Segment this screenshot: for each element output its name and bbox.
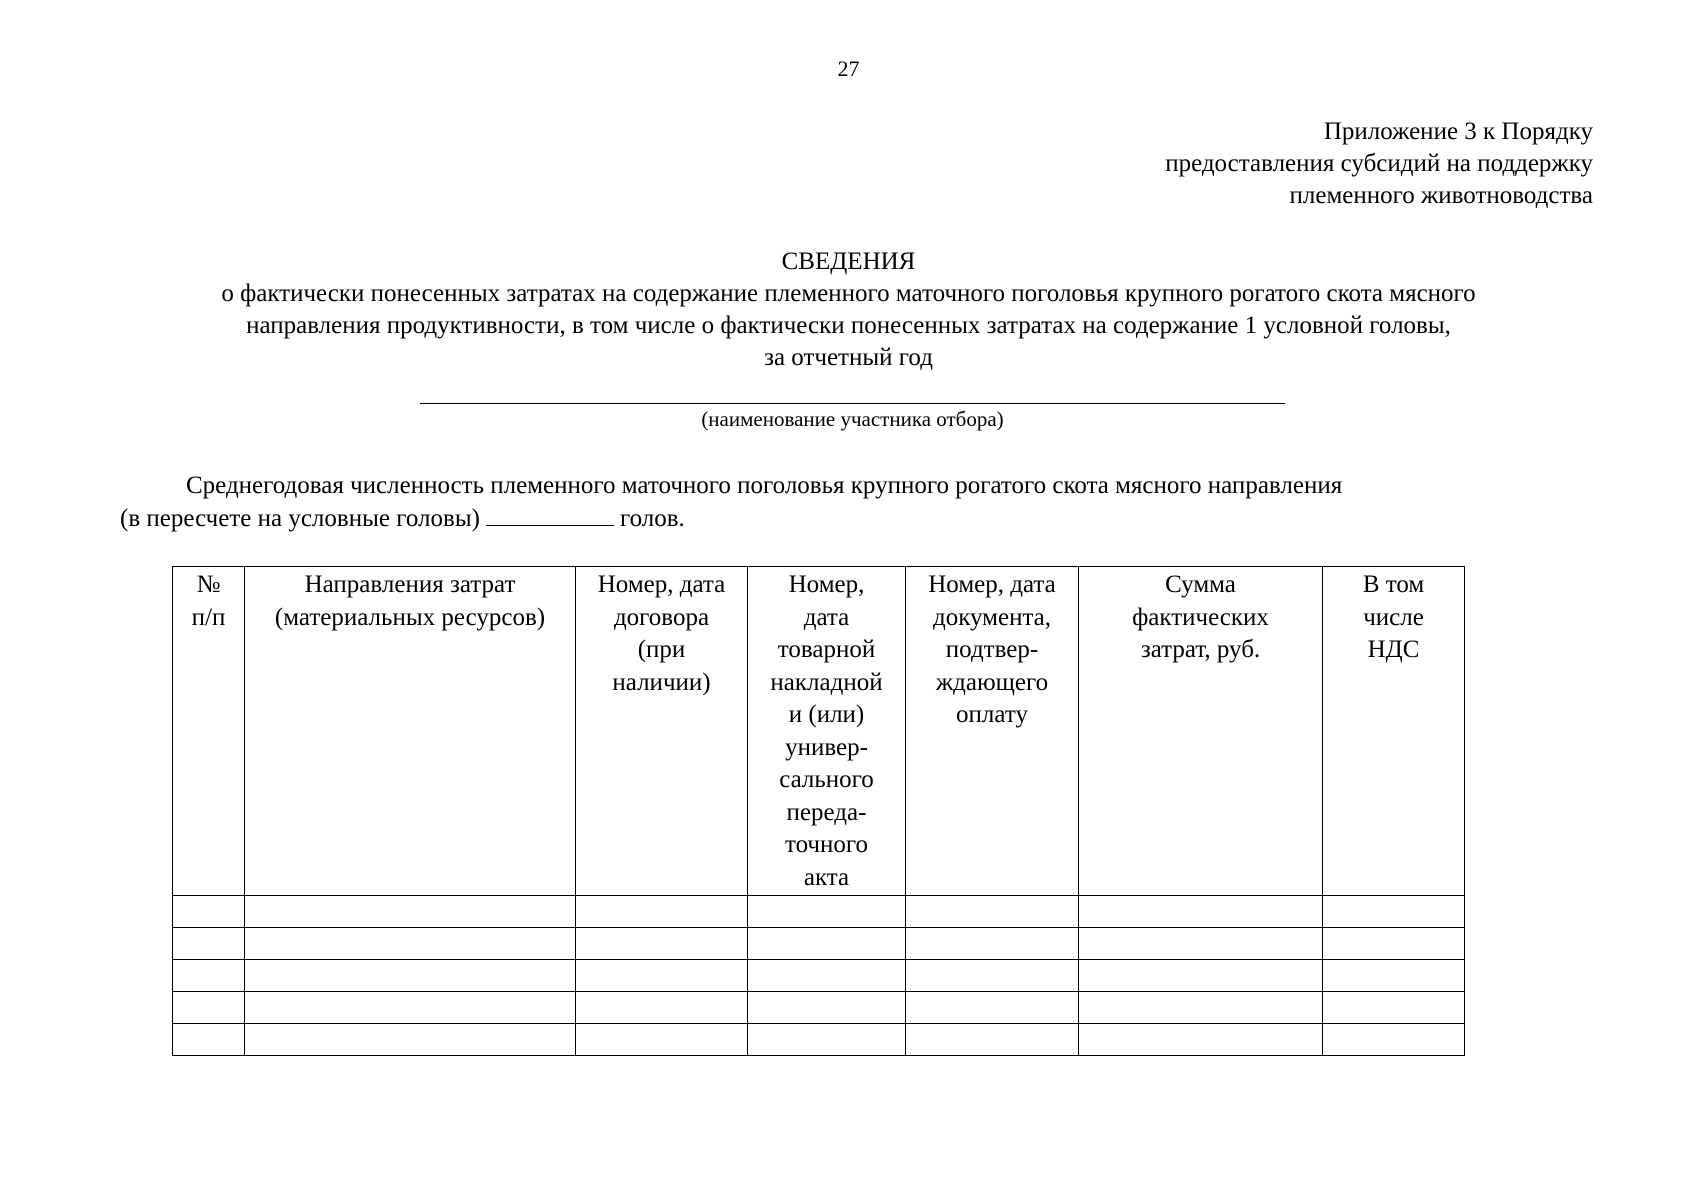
table-cell[interactable] (576, 992, 748, 1024)
header-contract: Номер, дата договора (при наличии) (576, 567, 748, 896)
table-cell[interactable] (748, 992, 906, 1024)
table-cell[interactable] (576, 928, 748, 960)
document-title: СВЕДЕНИЯ (781, 248, 916, 275)
table-cell[interactable] (1323, 1024, 1465, 1056)
table-cell[interactable] (245, 896, 576, 928)
population-unit: голов. (619, 505, 685, 532)
header-row-number: № п/п (173, 567, 245, 896)
table-cell[interactable] (1079, 992, 1323, 1024)
header-cost-direction: Направления затрат (материальных ресурсов) (245, 567, 576, 896)
table-cell[interactable] (906, 960, 1079, 992)
table-cell[interactable] (1079, 928, 1323, 960)
header-vat: В том числе НДС (1323, 567, 1465, 896)
header-actual-cost: Сумма фактических затрат, руб. (1079, 567, 1323, 896)
population-text: (в пересчете на условные головы) (120, 505, 480, 532)
table-cell[interactable] (1079, 960, 1323, 992)
table-body (173, 896, 1465, 1056)
table-cell[interactable] (1079, 1024, 1323, 1056)
table-cell[interactable] (245, 1024, 576, 1056)
table-cell[interactable] (748, 960, 906, 992)
table-cell[interactable] (245, 960, 576, 992)
table-cell[interactable] (748, 1024, 906, 1056)
table-cell[interactable] (748, 928, 906, 960)
table-cell[interactable] (173, 960, 245, 992)
table-cell[interactable] (906, 992, 1079, 1024)
header-payment-document: Номер, дата документа, подтвер- ждающего оплату (906, 567, 1079, 896)
table-cell[interactable] (1323, 896, 1465, 928)
appendix-reference (893, 116, 1593, 212)
table-cell[interactable] (906, 928, 1079, 960)
table-cell[interactable] (576, 896, 748, 928)
table-cell[interactable] (1323, 960, 1465, 992)
table-cell[interactable] (1323, 928, 1465, 960)
table-cell[interactable] (173, 928, 245, 960)
participant-name-field[interactable] (420, 403, 1285, 404)
table-cell[interactable] (576, 1024, 748, 1056)
subtitle-line: о фактически понесенных затратах на содержание племенного маточного поголовья крупного рогатого скота мясного (221, 280, 1476, 307)
table-row (173, 992, 1465, 1024)
document-subtitle (100, 278, 1597, 374)
table-row (173, 1024, 1465, 1056)
table-row (173, 896, 1465, 928)
table-row (173, 928, 1465, 960)
table-header-row (173, 567, 1465, 896)
table-cell[interactable] (173, 992, 245, 1024)
table-cell[interactable] (245, 928, 576, 960)
header-invoice: Номер, дата товарной накладной и (или) универ- сального переда- точного акта (748, 567, 906, 896)
head-count-field[interactable] (486, 503, 614, 526)
page-number: 27 (837, 56, 860, 81)
subtitle-line: направления продуктивности, в том числе о фактически понесенных затратах на содержание 1 условной головы, (246, 312, 1451, 339)
table-cell[interactable] (173, 1024, 245, 1056)
table-cell[interactable] (1323, 992, 1465, 1024)
table-cell[interactable] (576, 960, 748, 992)
table-cell[interactable] (748, 896, 906, 928)
table-cell[interactable] (906, 1024, 1079, 1056)
appendix-line: Приложение 3 к Порядку (1323, 118, 1593, 145)
subtitle-line: за отчетный год (764, 344, 933, 371)
appendix-line: предоставления субсидий на поддержку (1165, 150, 1593, 177)
population-text: Среднегодовая численность племенного маточного поголовья крупного рогатого скота мясного направления (186, 472, 1343, 499)
population-paragraph (120, 469, 1580, 535)
table-row (173, 960, 1465, 992)
participant-caption: (наименование участника отбора) (701, 407, 1004, 431)
costs-table (172, 566, 1465, 1056)
table-cell[interactable] (245, 992, 576, 1024)
appendix-line: племенного животноводства (1289, 182, 1593, 209)
table-cell[interactable] (1079, 896, 1323, 928)
table-cell[interactable] (173, 896, 245, 928)
table-cell[interactable] (906, 896, 1079, 928)
